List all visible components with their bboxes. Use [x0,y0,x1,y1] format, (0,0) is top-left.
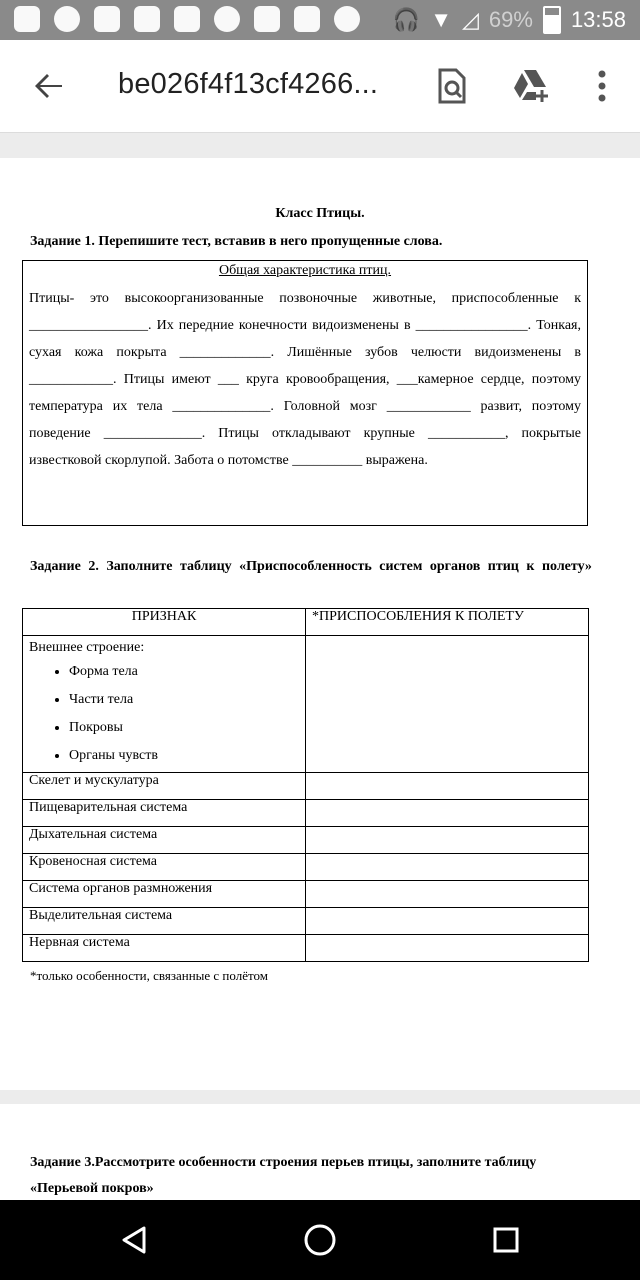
search-document-icon[interactable] [430,64,474,108]
more-options-icon[interactable] [580,64,624,108]
app-toolbar [0,40,640,133]
box-title: Общая характеристика птиц. [218,263,392,278]
message-icon [14,6,40,32]
headphones-icon: 🎧 [392,7,421,32]
spade-icon [214,6,240,32]
table-header-feature: ПРИЗНАК [23,609,306,636]
task3-heading: Задание 3.Рассмотрите особенности строения перьев птицы, заполните таблицу «Перьевой покров» [30,1155,537,1196]
sync-icon [54,6,80,32]
page-heading: Класс Птицы. [275,206,365,221]
document-page [0,158,640,1090]
status-bar [0,0,640,40]
table-row: Пищеварительная система [23,800,306,827]
document-title: be026f4f13cf4266... [118,68,379,100]
back-arrow-icon[interactable] [28,66,68,106]
table-row: Кровеносная система [23,854,306,881]
adaptations-table [22,608,589,962]
list-item: • Форма тела [69,658,299,686]
table-row: Система органов размножения [23,881,306,908]
document-page-2 [0,1104,640,1200]
nav-home-icon[interactable] [300,1220,340,1260]
task2-heading: Задание 2. Заполните таблицу «Приспособленность систем органов птиц к полету» [30,559,592,574]
app-icon [134,6,160,32]
footnote: *только особенности, связанные с полётом [30,968,268,983]
system-nav-bar [0,1200,640,1280]
nav-back-icon[interactable] [114,1220,154,1260]
battery-icon [543,6,561,34]
app-icon [174,6,200,32]
table-cell [306,908,589,935]
table-cell [306,636,589,773]
notification-icons [14,6,360,32]
list-item: • Покровы [69,714,299,742]
external-structure-list [29,658,299,770]
text-box [22,260,588,526]
clock: 13:58 [570,7,626,32]
table-row: Дыхательная система [23,827,306,854]
table-row: Нервная система [23,935,306,962]
add-to-drive-icon[interactable] [510,64,554,108]
table-row: Скелет и мускулатура [23,773,306,800]
chat-icon [334,6,360,32]
youtube-icon [254,6,280,32]
list-item: • Органы чувств [69,742,299,770]
table-cell [306,773,589,800]
table-cell [306,827,589,854]
nav-recents-icon[interactable] [486,1220,526,1260]
table-cell [306,854,589,881]
box-text: Птицы- это высокоорганизованные позвоночные животные, приспособленные к _________________. Их передние конечности видоизменены в ________________. Тонкая, сухая кожа покрыта _____________. Лишённые зубов челюсти видоизменены в ____________. Птицы имеют ___ круга кровообращения, ___камерное сердце, поэтому температура их тела ______________. Головной мозг ____________ развит, поэтому поведение ______________. Птицы откладывают крупные ___________, покрытые известковой скорлупой. Забота о потомстве __________ выражена. [29,291,581,468]
table-header-adaptations: *ПРИСПОСОБЛЕНИЯ К ПОЛЕТУ [306,609,589,636]
task1-heading: Задание 1. Перепишите тест, вставив в него пропущенные слова. [30,234,443,249]
table-cell [306,800,589,827]
youtube-icon [294,6,320,32]
list-item: • Части тела [69,686,299,714]
app-icon [94,6,120,32]
table-cell [306,935,589,962]
table-cell [306,881,589,908]
table-row: Выделительная система [23,908,306,935]
wifi-icon: ▼ [430,7,452,32]
battery-percent: 69% [488,7,533,32]
external-structure-label: Внешнее строение: [29,640,145,655]
no-signal-icon: ◿ [461,7,479,32]
table-row [23,636,306,773]
